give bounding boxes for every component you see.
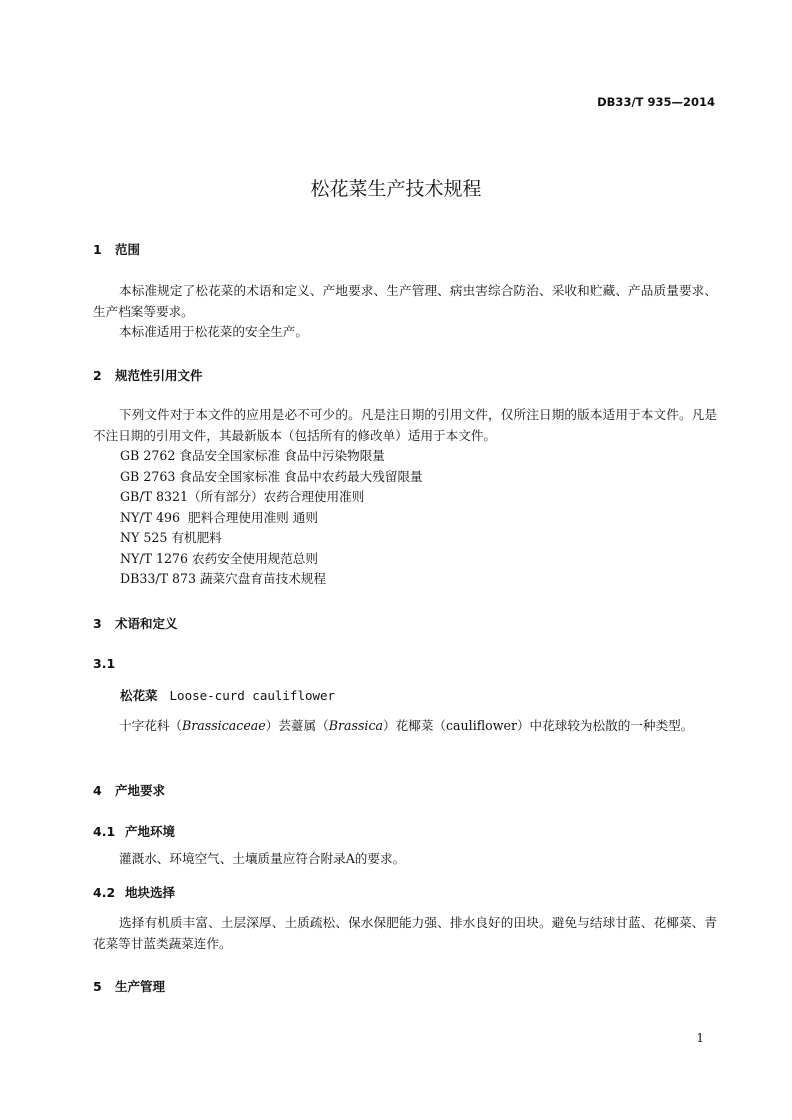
section-2-paragraph-1: 下列文件对于本文件的应用是必不可少的。凡是注日期的引用文件，仅所注日期的版本适用于本文件。凡是不注日期的引用文件，其最新版本（包括所有的修改单）适用于本文件。 [93, 407, 717, 443]
section-number: 2 [93, 368, 102, 383]
term-english: Loose-curd cauliflower [169, 688, 336, 703]
subsection-number: 4.1 [93, 824, 116, 839]
section-number: 5 [93, 979, 102, 994]
subsection-4-2-heading [93, 883, 175, 901]
section-3-heading [93, 614, 178, 632]
section-title: 规范性引用文件 [115, 368, 203, 383]
term-definition [93, 716, 717, 737]
standard-code: DB33/T 935—2014 [597, 95, 715, 109]
subsection-number: 4.2 [93, 885, 116, 900]
subsection-4-1-paragraph: 灌溉水、环境空气、土壤质量应符合附录A的要求。 [119, 851, 406, 866]
reference-item: GB/T 8321（所有部分）农药合理使用准则 [120, 489, 365, 504]
subsection-number: 3.1 [93, 656, 116, 671]
subsection-title: 地块选择 [125, 885, 176, 900]
definition-text: ）芸薹属（ [265, 718, 329, 733]
section-title: 术语和定义 [115, 616, 178, 631]
section-number: 4 [93, 783, 102, 798]
reference-item: GB 2762 食品安全国家标准 食品中污染物限量 [120, 448, 385, 463]
term-entry [120, 686, 335, 704]
reference-item: NY/T 1276 农药安全使用规范总则 [120, 551, 318, 566]
section-title: 范围 [115, 242, 141, 257]
reference-item: DB33/T 873 蔬菜穴盘育苗技术规程 [120, 571, 327, 586]
section-5-heading [93, 977, 165, 995]
reference-item: NY 525 有机肥料 [120, 530, 222, 545]
definition-text: ）花椰菜（cauliflower）中花球较为松散的一种类型。 [383, 718, 694, 733]
definition-family-name: Brassicaceae [181, 718, 266, 733]
definition-text: 十字花科（ [119, 718, 182, 733]
reference-item: NY/T 496 肥料合理使用准则 通则 [120, 510, 318, 525]
subsection-3-1-number [93, 656, 115, 671]
section-1-paragraph-1: 本标准规定了松花菜的术语和定义、产地要求、生产管理、病虫害综合防治、采收和贮藏、产品质量要求、生产档案等要求。 [93, 283, 717, 319]
section-2-heading [93, 366, 203, 384]
page-number: 1 [696, 1031, 704, 1045]
subsection-4-1-heading [93, 822, 175, 840]
section-number: 3 [93, 616, 102, 631]
section-title: 生产管理 [115, 979, 166, 994]
reference-item: GB 2763 食品安全国家标准 食品中农药最大残留限量 [120, 469, 423, 484]
section-1-paragraph-2: 本标准适用于松花菜的安全生产。 [119, 324, 308, 339]
section-title: 产地要求 [115, 783, 166, 798]
subsection-title: 产地环境 [125, 824, 176, 839]
term-chinese: 松花菜 [120, 688, 158, 703]
section-1-heading [93, 240, 140, 258]
document-title: 松花菜生产技术规程 [310, 178, 482, 200]
section-4-heading [93, 781, 165, 799]
section-number: 1 [93, 242, 102, 257]
subsection-4-2-paragraph: 选择有机质丰富、土层深厚、土质疏松、保水保肥能力强、排水良好的田块。避免与结球甘蓝、花椰菜、青花菜等甘蓝类蔬菜连作。 [93, 915, 717, 951]
definition-genus-name: Brassica [328, 718, 384, 733]
